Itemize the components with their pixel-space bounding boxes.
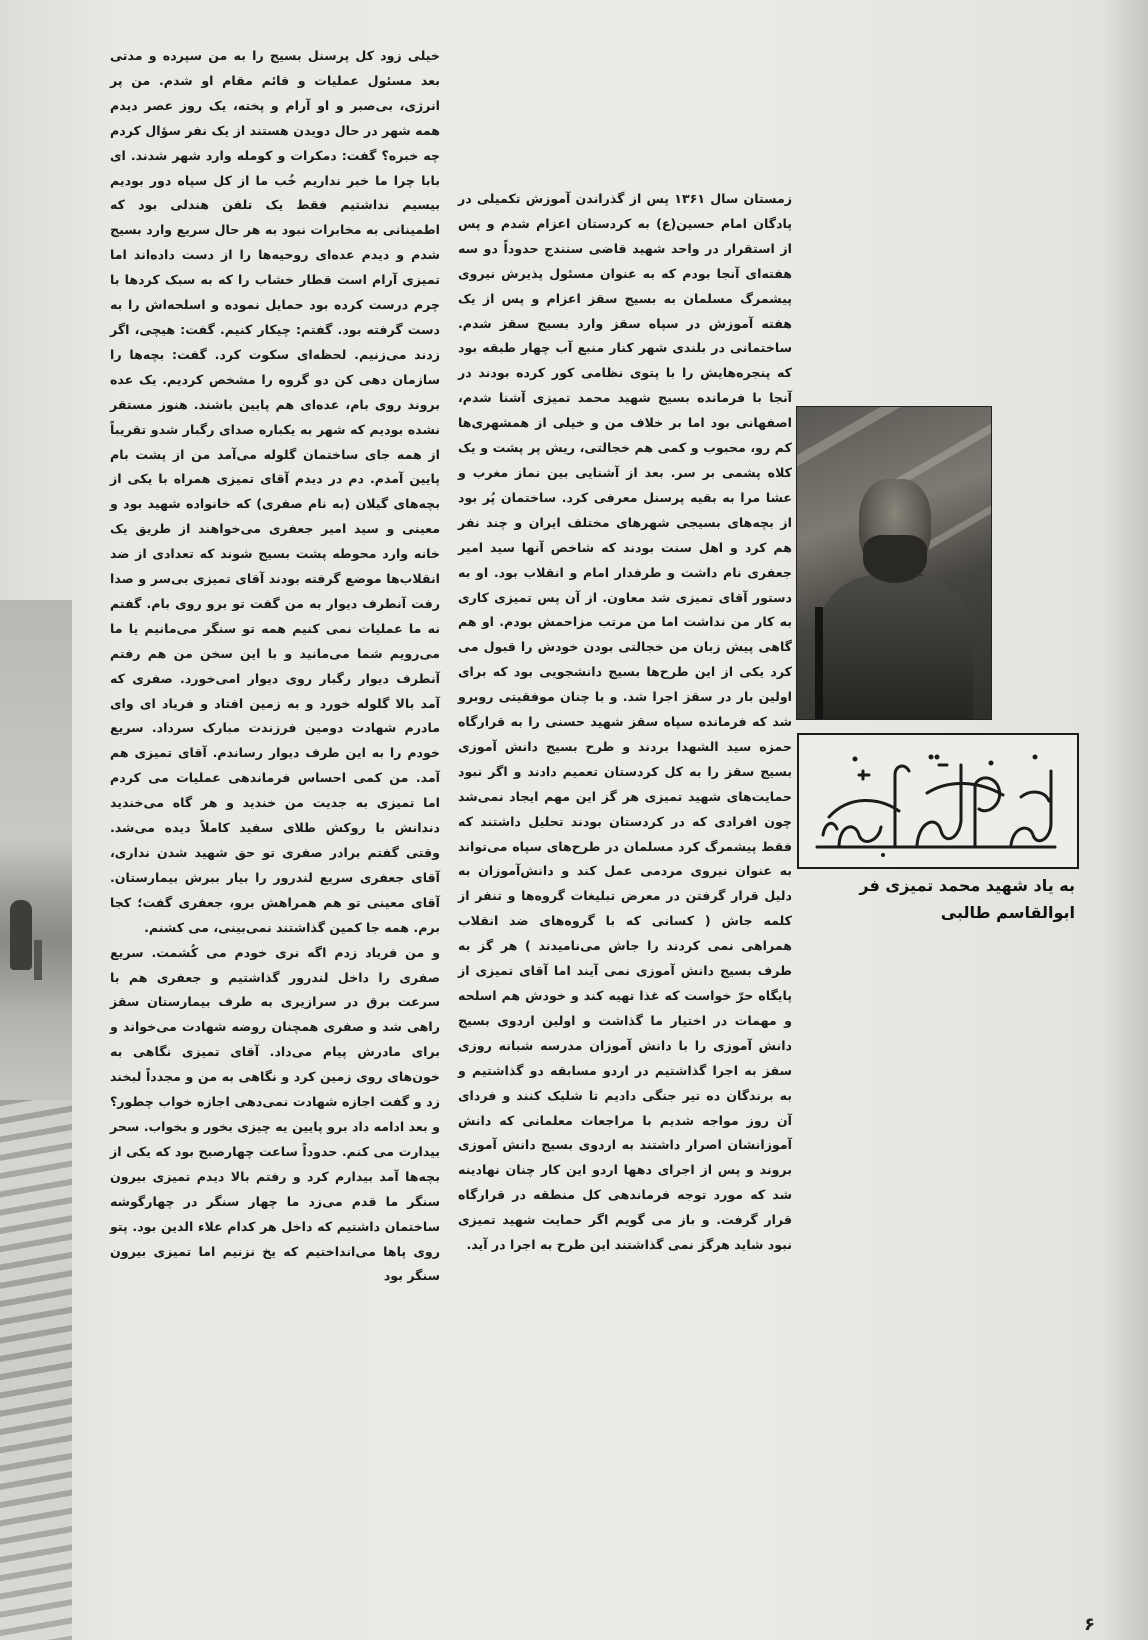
calligraphy-art xyxy=(799,735,1073,863)
beard xyxy=(863,535,927,583)
uniform-body xyxy=(817,575,973,720)
page-number: ۶ xyxy=(1084,1614,1095,1635)
portrait-photo xyxy=(796,406,992,720)
palm-leaf xyxy=(796,406,910,471)
landscape-photo xyxy=(0,600,72,1640)
rifle xyxy=(815,607,823,719)
article-byline xyxy=(797,872,1075,926)
soldier-figure xyxy=(34,940,42,980)
palm-leaf xyxy=(894,415,992,487)
spine-shadow xyxy=(1100,0,1148,1640)
paragraph: و من فریاد زدم اگه نری خودم می کُشمت. سریع صفری را داخل لندرور گذاشتیم و جعفری هم با سرعت برق در سرازیری به طرف بیمارستان سقز راهی شد و صفری همچنان روضه شهادت می‌خواند و برای مادرش پیام می‌داد. آقای تمیزی نگاهی به خون‌های روی زمین کرد و نگاهی به من و مجدداً لبخند زد و گفت اجازه شهادت نمی‌دهی اجازه خواب چطور؟ و بعد ادامه داد برو پایین یه چیزی بخور و بخواب. سحر بیدارت می کنم. حدوداً ساعت چهارصبح بود که یکی از بچه‌ها آمد بیدارم کرد و رفتم بالا دیدم تمیزی بیرون سنگر ما قدم می‌زد ما چهار سنگر در چهارگوشه ساختمان داشتیم که داخل هر کدام علاء الدین بود. پتو روی پاها می‌انداختیم که یخ نزنیم اما تمیزی بیرون سنگر بود xyxy=(110,944,440,1284)
paragraph: خیلی زود کل پرسنل بسیج را به من سپرده و مدتی بعد مسئول عملیات و قائم مقام او شدم. من پر انرژی، بی‌صبر و او آرام و پخته، یک روز عصر دیدم همه شهر در حال دویدن هستند از یک نفر سؤال کردم چه خبره؟ گفت: دمکرات و کومله وارد شهر شدند. ای بابا چرا ما خبر نداریم خُب ما از کل سپاه دور بودیم بیسیم نداشتیم فقط یک تلفن هندلی بود که اطمینانی به مخابرات نبود به هر حال سریع وارد بسیج شدم و دیدم عده‌ای روحیه‌ها را از دست داده‌اند اما تمیزی آرام است قطار خشاب را که به سبک کردها با چرم درست کرده بود حمایل نموده و اسلحه‌اش را به دست گرفته بود. گفتم: چیکار کنیم. گفت: هیچی، اگر زدند می‌زنیم. لحظه‌ای سکوت کرد. گفت: بچه‌ها را سازمان دهی کن دو گروه را مشخص کردیم. یک عده بروند روی بام، عده‌ای هم پایین باشند. هنوز مستقر نشده بودیم که شهر به یکباره صدای رگبار شدو تقریباً از همه جای ساختمان گلوله می‌آمد من از پشت بام پایین آمدم. دم در دیدم آقای تمیزی همراه با یکی از بچه‌های گیلان (به نام صفری) که خانواده شهید بود و معینی و سید امیر جعفری می‌خواهند از طریق یک خانه وارد محوطه پشت بسیج شوند که تعدادی از ضد انقلاب‌ها موضع گرفته بودند آقای تمیزی بی‌سر و صدا رفت آنطرف دیوار به من گفت تو برو روی بام. گفتم نه ما عملیات نمی کنیم همه تو سنگر می‌مانیم یا ما می‌رویم شما می‌مانید و با این سخن من هم رفتم آنطرف دیوار رگبار روی دیوار امی‌خورد. صفری که آمد بالا گلوله خورد و به زمین افتاد و فریاد ای وای مادرم شهادت دومین فرزندت مبارک سرداد. سریع خودم را به این طرف دیوار رساندم. آقای تمیزی هم آمد. من کمی احساس فرماندهی عملیات می کردم اما تمیزی به جدیت من خندید و هر گاه می‌خندید دندانش با روکش طلای سفید کاملاً دیده می‌شد. وقتی گفتم برادر صفری تو حق شهید شدن نداری، آقای جعفری سریع لندرور را بیار ببرش بیمارستان. آقای معینی تو هم همراهش برو، جعفری گفت؛ کجا برم. همه جا کمین گذاشتند نمی‌بینی، می کشنم. xyxy=(110,48,440,935)
soldier-figure xyxy=(10,900,32,970)
palm-leaf xyxy=(923,490,992,551)
paragraph: زمستان سال ۱۳۶۱ پس از گذراندن آموزش تکمیلی در پادگان امام حسین(ع) به کردستان اعزام شدم و پس از استقرار در واحد شهید قاضی سنندج حدوداً دو سه هفته‌ای آنجا بودم که به عنوان مسئول پذیرش نیروی پیشمرگ مسلمان به بسیج سقز اعزام و پس از یک هفته آموزش در سپاه سقز وارد بسیج سقز شدم. ساختمانی در بلندی شهر کنار منبع آب چهار طبقه بود که پنجره‌هایش را با پتوی نظامی کور کرده بودند در آنجا با فرمانده بسیج شهید محمد تمیزی آشنا شدم، اصفهانی بود اما بر خلاف من و خیلی از همشهری‌ها کم رو، محبوب و کمی هم خجالتی، ریش پر پشت و یک کلاه پشمی بر سر. بعد از آشنایی بین نماز مغرب و عشا مرا به بقیه پرسنل معرفی کرد. ساختمان پُر بود از بچه‌های بسیجی شهرهای مختلف ایران و چند نفر هم کرد و اهل سنت بودند که شاخص آنها سید امیر جعفری نام داشت و طرفدار امام و انقلاب بود. او به دستور آقای تمیزی شد معاون. از آن پس تمیزی کاری به کار من نداشت اما من مرتب مزاحمش بودم. او هم گاهی پیش زبان من خجالتی بودن خودش را قبول می کرد یکی از این طرح‌ها بسیج دانشجویی بود که برای اولین بار در سقز اجرا شد. و با چنان موفقیتی روبرو شد که فرمانده سپاه سقز شهید حسنی را به قرارگاه حمزه سید الشهدا بردند و طرح بسیج دانش آموزی بسیج سقز را به کل کردستان تعمیم دادند و اگر نبود حمایت‌های شهید تمیزی هر گز این مهم ایجاد نمی‌شد چون افرادی که در کردستان بودند تحلیل داشتند که فقط پیشمرگ کرد مسلمان در طرح‌های سپاه می‌تواند به عنوان نیروی مردمی عمل کند و دانش‌آموزان به دلیل قرار گرفتن در معرض تبلیغات گروه‌ها و تنفر از کلمه جاش ( کسانی که با گروه‌های ضد انقلاب همراهی نمی کردند را جاش می‌نامیدند ) هر گز به طرف بسیج دانش آموزی نمی آیند اما آقای تمیزی از پایگاه حرّ خواست که غذا تهیه کند و خودش هم اسلحه و مهمات در اختیار ما گذاشت و اولین اردوی بسیج دانش آموزی را با دانش آموزان مدرسه شبانه روزی سقز به اجرا گذاشتیم در اردو مسابقه دو گذاشتیم و به برندگان ده تیر جنگی دادیم تا شلیک کنند و فردای آن روز مواجه شدیم با مراجعات معلمانی که دانش آموزانشان اصرار داشتند به اردوی بسیج دانش آموزی بروند و پس از اجرای دهها اردو این کار چنان نهادینه شد که مورد توجه فرماندهی کل منطقه در قرارگاه قرار گرفت. و باز می گویم اگر حمایت شهید تمیزی نبود شاید هرگز نمی گذاشتند این طرح به اجرا در آید. xyxy=(458,191,792,1253)
rocky-ground xyxy=(0,1100,72,1640)
article-column-left xyxy=(110,44,440,1289)
article-title: به یاد شهید محمد تمیزی فر xyxy=(859,876,1075,895)
series-calligraphy-logo xyxy=(797,733,1079,869)
article-author: ابوالقاسم طالبی xyxy=(940,903,1075,922)
article-column-middle xyxy=(458,187,792,1258)
